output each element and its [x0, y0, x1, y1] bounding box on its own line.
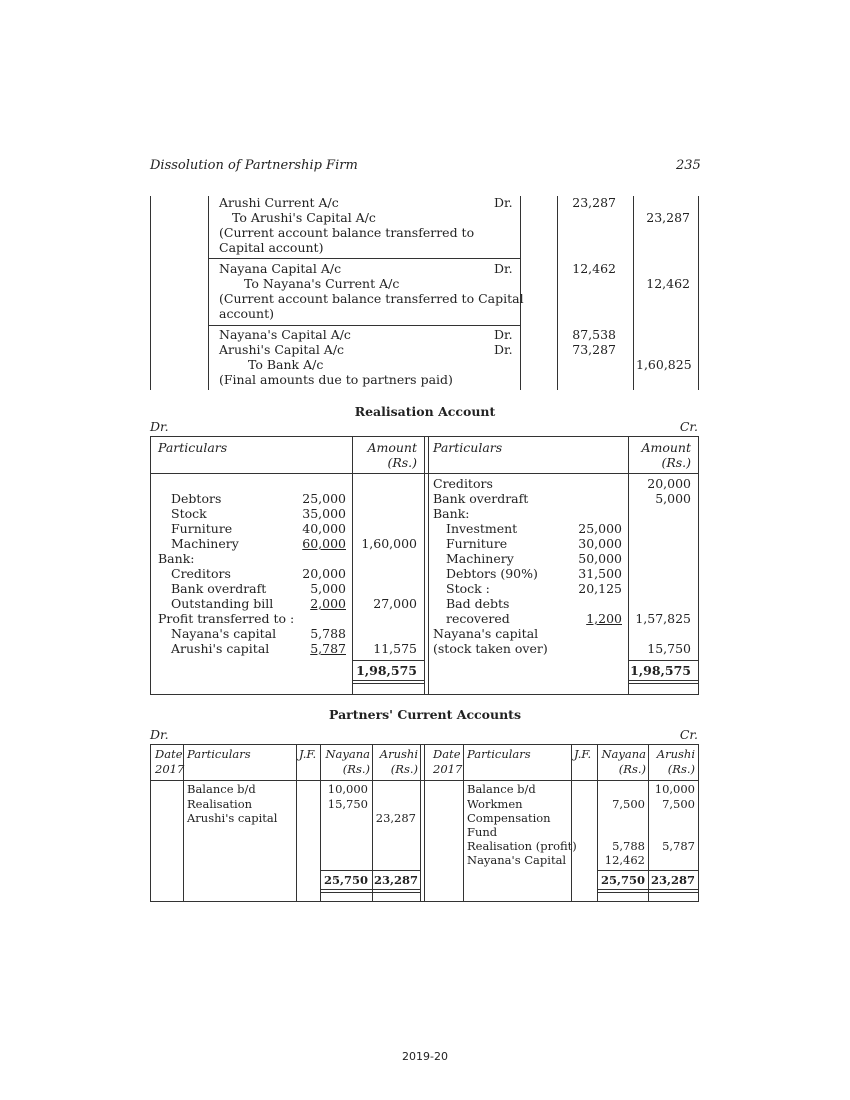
header-date: Date: [433, 747, 461, 761]
row-label: Debtors (90%): [446, 566, 538, 581]
row-label: Arushi's capital: [187, 811, 278, 825]
group-label: Profit transferred to :: [158, 611, 295, 626]
row-amount: 2,000: [310, 596, 346, 611]
row-label: Balance b/d: [467, 782, 536, 796]
row-label: Machinery: [446, 551, 514, 566]
cr-label: Cr.: [679, 419, 698, 434]
row-label: Investment: [446, 521, 518, 536]
journal-line: To Arushi's Capital A/c: [232, 210, 376, 225]
journal-line: (Final amounts due to partners paid): [219, 372, 453, 387]
arushi-amount: 7,500: [662, 797, 695, 811]
nayana-amount: 5,788: [612, 839, 645, 853]
header-particulars: Particulars: [187, 747, 251, 761]
row-label: Creditors: [171, 566, 231, 581]
journal-line: To Nayana's Current A/c: [244, 276, 400, 291]
journal-line: Arushi's Capital A/c: [219, 342, 345, 357]
header-arushi: Arushi: [656, 747, 695, 761]
row-label: Bank overdraft: [433, 491, 529, 506]
debit-amount: 87,538: [572, 327, 616, 342]
header-arushi: Arushi: [379, 747, 418, 761]
debit-amount: 12,462: [572, 261, 616, 276]
group-label: Bank:: [433, 506, 470, 521]
header-year: 2017: [155, 762, 185, 776]
row-amount: 5,000: [310, 581, 346, 596]
row-label: Nayana's Capital: [467, 853, 567, 867]
page-number: 235: [676, 158, 701, 173]
row-amount: 5,000: [655, 491, 691, 506]
current-title: Partners' Current Accounts: [329, 707, 521, 722]
row-label: Furniture: [446, 536, 508, 551]
row-amount: 5,787: [310, 641, 346, 656]
journal-line: Nayana's Capital A/c: [219, 327, 351, 342]
header-rs: (Rs.): [387, 455, 417, 470]
journal-line: Nayana Capital A/c: [219, 261, 342, 276]
row-label: Fund: [467, 825, 498, 839]
journal-line: (Current account balance transferred to: [219, 225, 475, 240]
cr-label: Cr.: [679, 727, 698, 742]
arushi-amount: 10,000: [654, 782, 695, 796]
nayana-amount: 10,000: [327, 782, 368, 796]
total-amount: 1,98,575: [356, 663, 417, 678]
header-jf: J.F.: [299, 747, 317, 761]
header-particulars: Particulars: [467, 747, 531, 761]
row-label: Realisation (profit): [467, 839, 577, 853]
footer-year: 2019-20: [402, 1050, 448, 1063]
arushi-amount: 5,787: [662, 839, 695, 853]
row-amount: 50,000: [578, 551, 622, 566]
header-particulars: Particulars: [433, 440, 503, 455]
subtotal-amount: 1,57,825: [635, 611, 691, 626]
header-year: 2017: [433, 762, 463, 776]
row-amount: 60,000: [302, 536, 346, 551]
nayana-amount: 12,462: [604, 853, 645, 867]
journal-line: Capital account): [219, 240, 324, 255]
dr-label: Dr.: [494, 342, 513, 357]
nayana-total: 25,750: [600, 873, 645, 887]
row-label: Realisation: [187, 797, 253, 811]
row-label: Arushi's capital: [171, 641, 270, 656]
running-header: Dissolution of Partnership Firm: [150, 158, 358, 173]
journal-line: (Current account balance transferred to Capital: [219, 291, 524, 306]
group-label: Bank:: [158, 551, 195, 566]
credit-amount: 12,462: [646, 276, 690, 291]
row-label: Machinery: [171, 536, 239, 551]
row-amount: 40,000: [302, 521, 346, 536]
arushi-total: 23,287: [374, 873, 419, 887]
journal-line: Arushi Current A/c: [219, 195, 339, 210]
debit-amount: 23,287: [572, 195, 616, 210]
row-amount: 25,000: [578, 521, 622, 536]
row-label: Bad debts: [446, 596, 510, 611]
header-jf: J.F.: [574, 747, 592, 761]
row-label: Debtors: [171, 491, 222, 506]
journal-line: To Bank A/c: [248, 357, 324, 372]
dr-label: Dr.: [494, 327, 513, 342]
header-amount: Amount: [367, 440, 417, 455]
row-label: Nayana's capital: [433, 626, 539, 641]
arushi-total: 23,287: [650, 873, 695, 887]
debit-amount: 73,287: [572, 342, 616, 357]
subtotal-amount: 1,60,000: [361, 536, 417, 551]
header-date: Date: [155, 747, 183, 761]
row-label: Outstanding bill: [171, 596, 274, 611]
row-label: recovered: [446, 611, 510, 626]
row-amount: 31,500: [578, 566, 622, 581]
journal-line: account): [219, 306, 274, 321]
dr-label: Dr.: [150, 727, 169, 742]
header-nayana: Nayana: [325, 747, 370, 761]
row-label: Workmen: [467, 797, 523, 811]
header-rs: (Rs.): [390, 762, 418, 776]
dr-label: Dr.: [150, 419, 169, 434]
row-label: Compensation: [467, 811, 551, 825]
row-label: Stock :: [446, 581, 490, 596]
subtotal-amount: 11,575: [373, 641, 417, 656]
header-nayana: Nayana: [601, 747, 646, 761]
row-amount: 25,000: [302, 491, 346, 506]
row-amount: 20,000: [302, 566, 346, 581]
header-rs: (Rs.): [661, 455, 691, 470]
row-amount: 15,750: [647, 641, 691, 656]
row-amount: 30,000: [578, 536, 622, 551]
nayana-amount: 15,750: [327, 797, 368, 811]
row-amount: 20,000: [647, 476, 691, 491]
row-label: Nayana's capital: [171, 626, 277, 641]
row-amount: 20,125: [578, 581, 622, 596]
row-amount: 1,200: [586, 611, 622, 626]
total-amount: 1,98,575: [630, 663, 691, 678]
header-amount: Amount: [641, 440, 691, 455]
subtotal-amount: 27,000: [373, 596, 417, 611]
row-amount: 5,788: [310, 626, 346, 641]
row-label: Stock: [171, 506, 207, 521]
realisation-title: Realisation Account: [354, 404, 496, 419]
row-amount: 35,000: [302, 506, 346, 521]
row-label: Furniture: [171, 521, 233, 536]
row-label: Balance b/d: [187, 782, 256, 796]
header-particulars: Particulars: [158, 440, 228, 455]
header-rs: (Rs.): [667, 762, 695, 776]
row-label: Bank overdraft: [171, 581, 267, 596]
credit-amount: 23,287: [646, 210, 690, 225]
arushi-amount: 23,287: [375, 811, 416, 825]
row-label: Creditors: [433, 476, 493, 491]
credit-amount: 1,60,825: [636, 357, 692, 372]
dr-label: Dr.: [494, 195, 513, 210]
nayana-amount: 7,500: [612, 797, 645, 811]
header-rs: (Rs.): [342, 762, 370, 776]
dr-label: Dr.: [494, 261, 513, 276]
nayana-total: 25,750: [323, 873, 368, 887]
row-label: (stock taken over): [433, 641, 548, 656]
header-rs: (Rs.): [618, 762, 646, 776]
